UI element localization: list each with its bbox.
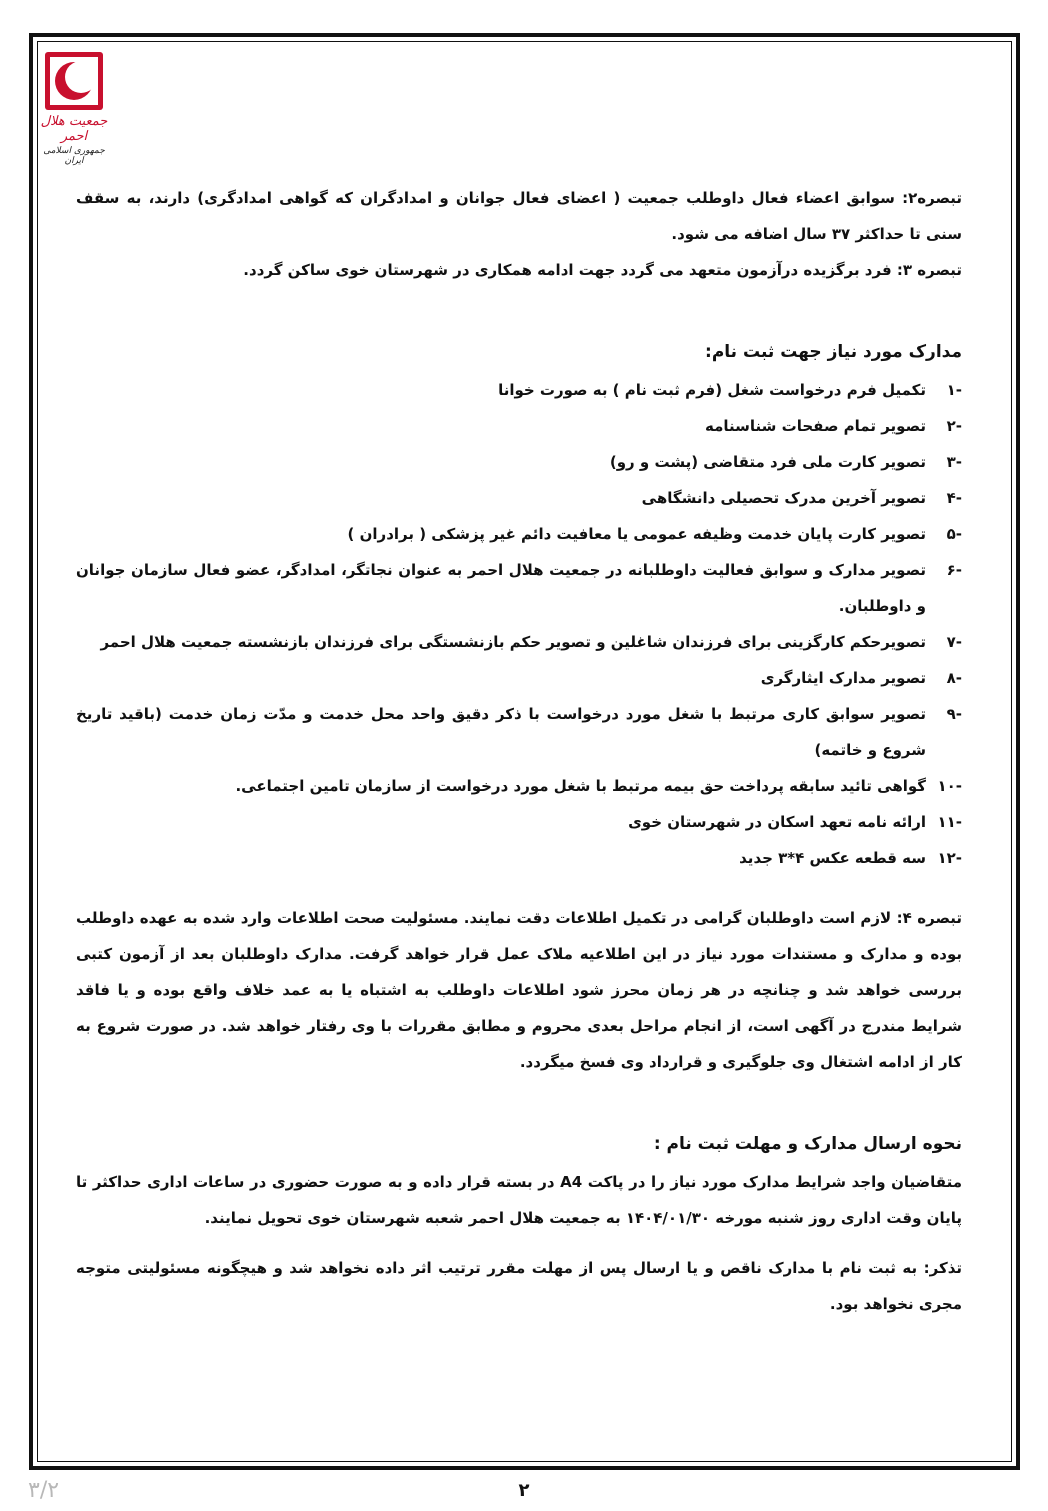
- note-2-label: تبصره۲:: [902, 189, 962, 207]
- list-item: -۱ تکمیل فرم درخواست شغل (فرم ثبت نام ) به صورت خوانا: [498, 381, 962, 399]
- list-item: -۳ تصویر کارت ملی فرد متقاضی (پشت و رو): [609, 453, 962, 471]
- documents-heading: مدارک مورد نیاز جهت ثبت نام:: [705, 342, 962, 362]
- note-3: [76, 252, 962, 288]
- note-2: [76, 180, 962, 252]
- list-item: -۱۲ سه قطعه عکس ۴*۳ جدید: [739, 849, 962, 867]
- note-4: [76, 900, 962, 1080]
- note-3-label: تبصره ۳:: [896, 261, 962, 279]
- submission-text: متقاضیان واجد شرایط مدارک مورد نیاز را در پاکت A4 در بسته قرار داده و به صورت حضوری در ساعات اداری حداکثر تا پایان وقت اداری روز شنبه مورخه ۱۴۰۴/۰۱/۳۰ به جمعیت هلال احمر شعبه شهرستان خوی تحویل نمایند.: [76, 1173, 962, 1227]
- red-crescent-logo: [38, 50, 110, 166]
- list-item: -۷ تصویرحکم کارگزینی برای فرزندان شاغلین و تصویر حکم بازنشستگی برای فرزندان بازنشسته جمعیت هلال احمر: [100, 633, 962, 651]
- note-4-text: لازم است داوطلبان گرامی در تکمیل اطلاعات دقت نمایند. مسئولیت صحت اطلاعات وارد شده به عهده داوطلب بوده و مدارک و مستندات مورد نیاز در این اطلاعیه ملاک عمل قرار خواهد گرفت. مدارک داوطلبان بعد از آزمون کتبی بررسی خواهد شد و چنانچه در هر زمان محرز شود اطلاعات داوطلب به اشتباه یا به عمد خلاف واقع بوده و یا فاقد شرایط مندرج در آگهی است، از انجام مراحل بعدی محروم و مطابق مقررات با وی رفتار خواهد شد. در صورت شروع به کار از ادامه اشتغال وی جلوگیری و قرارداد وی فسخ میگردد.: [76, 909, 962, 1071]
- logo-title: جمعیت هلال احمر: [40, 114, 108, 144]
- note-2-text: سوابق اعضاء فعال داوطلب جمعیت ( اعضای فعال جوانان و امدادگران که گواهی امدادگری) دارند، به سقف سنی تا حداکثر ۳۷ سال اضافه می شود.: [76, 189, 962, 243]
- list-item: -۵ تصویر کارت پایان خدمت وظیفه عمومی یا معافیت دائم غیر پزشکی ( برادران ): [347, 525, 962, 543]
- list-item: -۴ تصویر آخرین مدرک تحصیلی دانشگاهی: [641, 489, 962, 507]
- reminder-text: به ثبت نام با مدارک ناقص و یا ارسال پس از مهلت مقرر ترتیب اثر داده نخواهد شد و هیچگونه مسئولیتی متوجه مجری نخواهد بود.: [76, 1259, 962, 1313]
- page-reference: ۳/۲: [28, 1478, 60, 1503]
- list-item: -۲ تصویر تمام صفحات شناسنامه: [705, 417, 962, 435]
- note-3-text: فرد برگزیده درآزمون متعهد می گردد جهت ادامه همکاری در شهرستان خوی ساکن گردد.: [243, 261, 897, 279]
- reminder-label: تذکر:: [923, 1259, 962, 1277]
- red-crescent-icon: [43, 50, 105, 112]
- list-item: -۹ تصویر سوابق کاری مرتبط با شغل مورد درخواست با ذکر دقیق واحد محل خدمت و مدّت زمان خدمت (باقید تاریخ شروع و خاتمه): [76, 705, 962, 759]
- page-number: ۲: [518, 1480, 530, 1501]
- logo-subtitle: جمهوری اسلامی ایران: [43, 146, 105, 166]
- documents-list: [76, 372, 962, 876]
- list-item: -۱۰ گواهی تائید سابقه پرداخت حق بیمه مرتبط با شغل مورد درخواست از سازمان تامین اجتماعی.: [235, 777, 962, 795]
- document-body: [76, 180, 962, 1322]
- note-4-label: تبصره ۴:: [896, 909, 962, 927]
- list-item: -۸ تصویر مدارک ایثارگری: [760, 669, 962, 687]
- list-item: -۶ تصویر مدارک و سوابق فعالیت داوطلبانه در جمعیت هلال احمر به عنوان نجاتگر، امدادگر، عضو فعال سازمان جوانان و داوطلبان.: [76, 561, 962, 615]
- list-item: -۱۱ ارائه نامه تعهد اسکان در شهرستان خوی: [628, 813, 962, 831]
- submission-heading: نحوه ارسال مدارک و مهلت ثبت نام :: [653, 1134, 962, 1154]
- reminder: [76, 1250, 962, 1322]
